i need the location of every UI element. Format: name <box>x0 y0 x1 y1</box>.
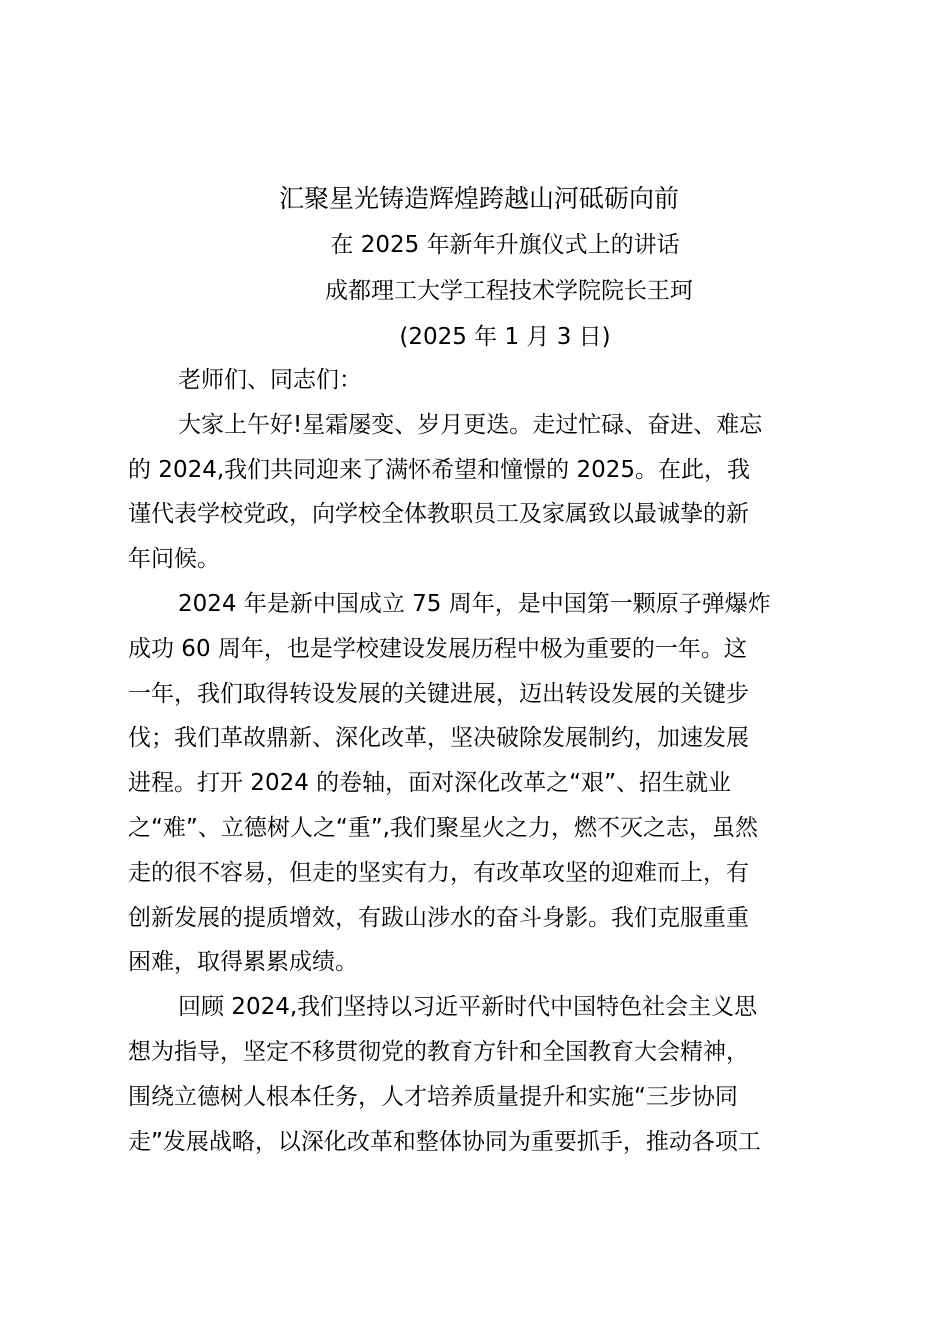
paragraph-3-line-1: 回顾 2024,我们坚持以习近平新时代中国特色社会主义思 <box>178 994 758 1021</box>
paragraph-2-line-9: 困难，取得累累成绩。 <box>128 949 358 976</box>
paragraph-1-line-2: 的 2024,我们共同迎来了满怀希望和憧憬的 2025。在此，我 <box>128 456 750 483</box>
document-subtitle: 在 2025 年新年升旗仪式上的讲话 <box>330 232 680 258</box>
document-date: (2025 年 1 月 3 日) <box>399 324 611 350</box>
document-title: 汇聚星光铸造辉煌跨越山河砥砺向前 <box>278 184 679 213</box>
paragraph-2-line-3: 一年，我们取得转设发展的关键进展，迈出转设发展的关键步 <box>128 680 749 707</box>
paragraph-2-line-1: 2024 年是新中国成立 75 周年，是中国第一颗原子弹爆炸 <box>178 590 771 617</box>
paragraph-1-line-1: 大家上午好!星霜屡变、岁月更迭。走过忙碌、奋进、难忘 <box>178 411 763 438</box>
paragraph-3-line-2: 想为指导，坚定不移贯彻党的教育方针和全国教育大会精神， <box>128 1038 749 1065</box>
paragraph-1-line-3: 谨代表学校党政，向学校全体教职员工及家属致以最诚挚的新 <box>128 501 749 528</box>
paragraph-2-line-7: 走的很不容易，但走的坚实有力，有改革攻坚的迎难而上，有 <box>128 859 749 886</box>
paragraph-1-line-4: 年问候。 <box>128 546 220 573</box>
paragraph-2-line-5: 进程。打开 2024 的卷轴，面对深化改革之“艰”、招生就业 <box>128 770 731 797</box>
document-author: 成都理工大学工程技术学院院长王珂 <box>325 278 693 304</box>
paragraph-3-line-3: 围绕立德树人根本任务，人才培养质量提升和实施“三步协同 <box>128 1083 738 1110</box>
salutation: 老师们、同志们： <box>178 367 362 393</box>
paragraph-2-line-2: 成功 60 周年，也是学校建设发展历程中极为重要的一年。这 <box>128 635 747 662</box>
paragraph-2-line-4: 伐；我们革故鼎新、深化改革，坚决破除发展制约，加速发展 <box>128 725 749 752</box>
paragraph-3-line-4: 走”发展战略，以深化改革和整体协同为重要抓手，推动各项工 <box>128 1128 761 1155</box>
speech-body <box>128 358 838 1164</box>
paragraph-2-line-6: 之“难”、立德树人之“重”,我们聚星火之力，燃不灭之志，虽然 <box>128 814 758 841</box>
paragraph-2-line-8: 创新发展的提质增效，有跋山涉水的奋斗身影。我们克服重重 <box>128 904 749 931</box>
